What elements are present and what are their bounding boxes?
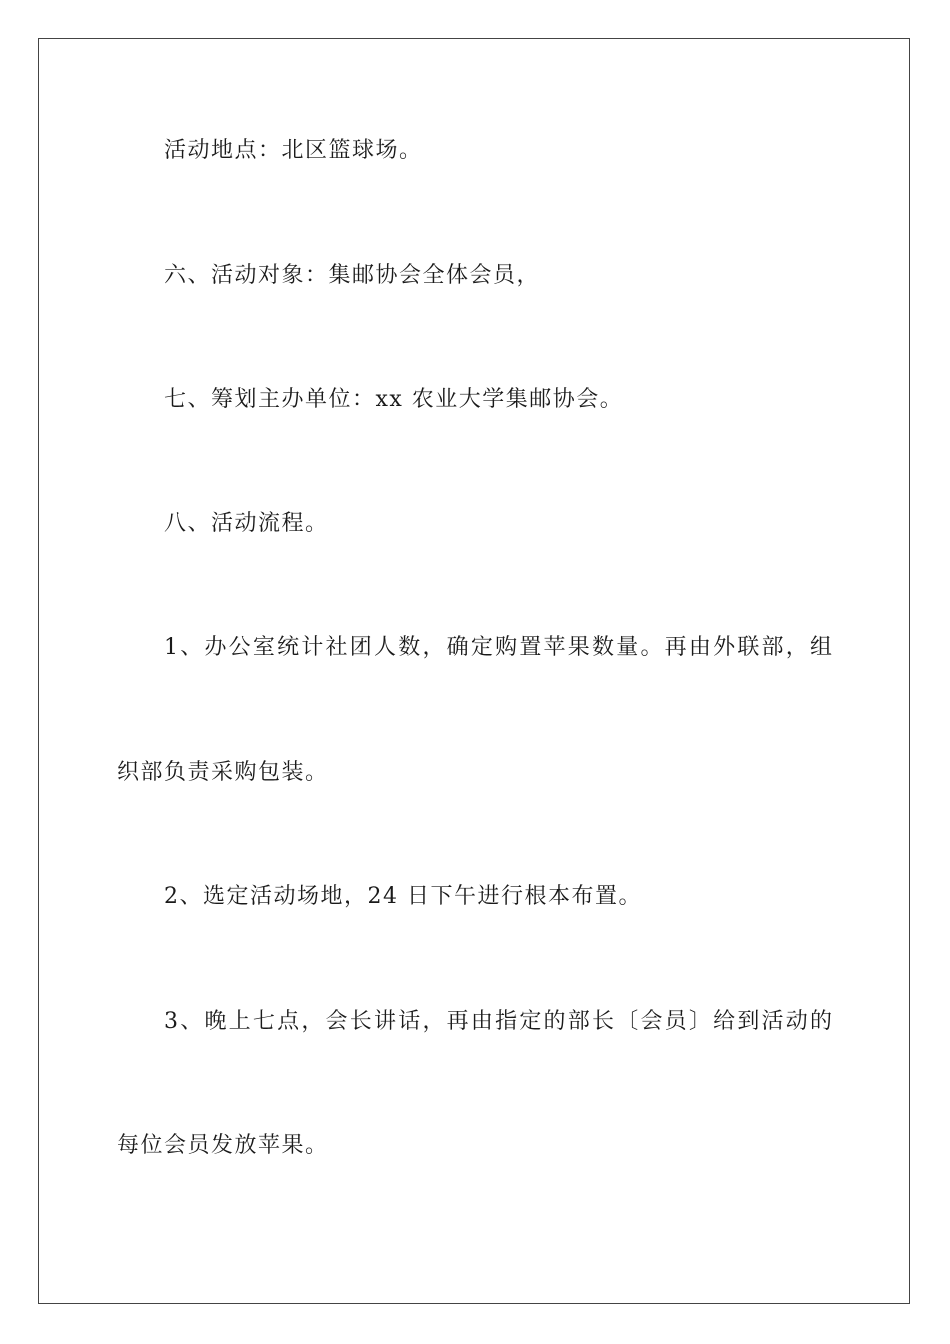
step-two-line: 2、选定活动场地，24 日下午进行根本布置。 xyxy=(164,884,642,909)
step-one-line-2: 织部负责采购包装。 xyxy=(117,760,329,785)
venue-line: 活动地点：北区篮球场。 xyxy=(164,138,423,163)
step-three-line-2: 每位会员发放苹果。 xyxy=(117,1133,329,1158)
step-one-line-1: 1、办公室统计社团人数，确定购置苹果数量。再由外联部，组 xyxy=(164,635,832,660)
page-border xyxy=(38,38,910,1304)
section-eight-heading: 八、活动流程。 xyxy=(164,511,329,536)
step-three-line-1: 3、晚上七点，会长讲话，再由指定的部长〔会员〕给到活动的 xyxy=(164,1009,832,1034)
section-six-participants: 六、活动对象：集邮协会全体会员， xyxy=(164,263,541,288)
section-seven-organizer: 七、筹划主办单位：xx 农业大学集邮协会。 xyxy=(164,387,624,412)
